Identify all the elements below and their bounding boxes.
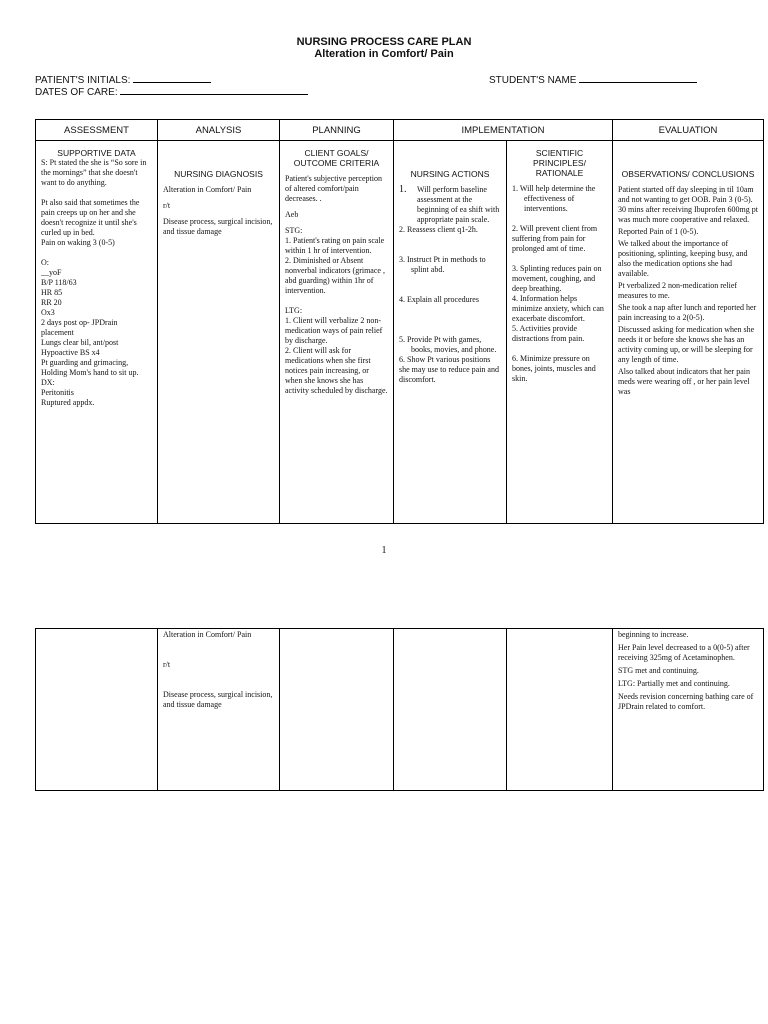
evaluation-note: LTG: Partially met and continuing. — [618, 679, 730, 688]
ltg-item: 1. Client will verbalize 2 non-medication ways of pain relief by discharge. — [285, 316, 383, 345]
dates-of-care-label: DATES OF CARE: — [35, 87, 118, 98]
care-plan-table-page2 — [35, 628, 764, 791]
evaluation-note: Also talked about indicators that her pain meds were wearing off , or her pain level was — [618, 367, 750, 396]
stg-label: STG: — [285, 226, 303, 235]
action-5: 5. Provide Pt with games, books, movies, and phone. — [399, 335, 497, 354]
analysis-cell-continued — [158, 629, 280, 791]
action-2: 2. Reassess client q1-2h. — [399, 225, 478, 234]
objective-line: Lungs clear bil, ant/post — [41, 338, 119, 347]
subheader-rationale: SCIENTIFIC PRINCIPLES/ RATIONALE — [533, 148, 586, 178]
stg-item: 2. Diminished or Absent nonverbal indicators (grimace , abd guarding) within 1hr of intervention. — [285, 256, 385, 295]
col-planning: PLANNING — [280, 120, 394, 141]
evaluation-cell — [613, 141, 764, 524]
rationale-cell-continued — [507, 629, 613, 791]
col-evaluation: EVALUATION — [613, 120, 764, 141]
rationale-4: 4. Information helps minimize anxiety, which can exacerbate discomfort. — [512, 294, 604, 323]
assessment-cell-continued — [36, 629, 158, 791]
subheader-observations: OBSERVATIONS/ CONCLUSIONS — [621, 169, 755, 179]
evaluation-note: STG met and continuing. — [618, 666, 699, 675]
evaluation-note: beginning to increase. — [618, 630, 689, 639]
evaluation-note: She took a nap after lunch and reported her pain increasing to a 2(0-5). — [618, 303, 757, 322]
subheader-nursing-actions: NURSING ACTIONS — [410, 169, 490, 179]
subheader-supportive-data: SUPPORTIVE DATA — [57, 148, 136, 158]
evaluation-note: We talked about the importance of positioning, splinting, keeping busy, and also the medication options she had available. — [618, 239, 748, 278]
rationale-cell — [507, 141, 613, 524]
action-6: 6. Show Pt various positions she may use to reduce pain and discomfort. — [399, 355, 499, 384]
rationale-1: 1. Will help determine the effectiveness of interventions. — [512, 184, 596, 213]
care-plan-row — [36, 141, 764, 524]
action-1-number: 1. — [399, 184, 407, 195]
objective-line: __yoF — [41, 268, 62, 277]
nursing-actions-cell-continued — [394, 629, 507, 791]
objective-line: DX: — [41, 378, 55, 387]
objective-line: RR 20 — [41, 298, 62, 307]
objective-line: HR 85 — [41, 288, 63, 297]
subjective-data-2: Pt also said that sometimes the pain creeps up on her and she doesn't recognize it until she's curled up in bed. — [41, 198, 140, 237]
action-3: 3. Instruct Pt in methods to splint abd. — [399, 255, 486, 274]
planning-cell-continued — [280, 629, 394, 791]
rationale-2: 2. Will prevent client from suffering from pain for prolonged amt of time. — [512, 224, 598, 253]
evaluation-note: Needs revision concerning bathing care of JPDrain related to comfort. — [618, 692, 754, 711]
evaluation-note: Discussed asking for medication when she needs it or before she knows she has an activity coming up, or will be sleeping for any length of time. — [618, 325, 755, 364]
nursing-diagnosis: Alteration in Comfort/ Pain — [163, 185, 252, 194]
diagnosis-cause: Disease process, surgical incision, and tissue damage — [163, 217, 273, 236]
nursing-actions-cell — [394, 141, 507, 524]
assessment-cell — [36, 141, 158, 524]
evaluation-note: Patient started off day sleeping in til 10am and not wanting to get OOB. Pain 3 (0-5). 30 mins after receiving Ibuprofen 600mg pt was much more cooperative and relaxed. — [618, 185, 758, 224]
evaluation-note: Her Pain level decreased to a 0(0-5) after receiving 325mg of Acetaminophen. — [618, 643, 750, 662]
nursing-diagnosis: Alteration in Comfort/ Pain — [163, 630, 252, 639]
column-header-row — [36, 120, 764, 141]
dates-of-care-blank — [120, 85, 308, 95]
objective-line: 2 days post op- JPDrain placement — [41, 318, 118, 337]
aeb-label: Aeb — [285, 210, 299, 219]
objective-line: Ox3 — [41, 308, 55, 317]
col-analysis: ANALYSIS — [158, 120, 280, 141]
student-name-label: STUDENT'S NAME — [489, 75, 577, 86]
document-subtitle: Alteration in Comfort/ Pain — [314, 48, 454, 60]
objective-line: Peritonitis — [41, 388, 74, 397]
evaluation-note: Pt verbalized 2 non-medication relief measures to me. — [618, 281, 738, 300]
ltg-item: 2. Client will ask for medications when she first notices pain increasing, or when she knows she has activity scheduled by discharge. — [285, 346, 388, 395]
client-goal: Patient's subjective perception of altered comfort/pain decreases. . — [285, 174, 382, 203]
objective-label: O: — [41, 258, 49, 267]
evaluation-cell-continued — [613, 629, 764, 791]
planning-cell — [280, 141, 394, 524]
document-title: NURSING PROCESS CARE PLAN — [296, 36, 472, 48]
subheader-nursing-diagnosis: NURSING DIAGNOSIS — [174, 169, 263, 179]
action-1-text: Will perform baseline assessment at the beginning of ea shift with appropriate pain scale. — [417, 185, 500, 224]
related-to: r/t — [163, 660, 171, 669]
action-1 — [399, 185, 501, 225]
patient-initials-label: PATIENT'S INITIALS: — [35, 75, 131, 86]
dates-of-care-field — [35, 85, 308, 99]
subheader-client-goals: CLIENT GOALS/ OUTCOME CRITERIA — [293, 148, 380, 168]
subjective-data-3: Pain on waking 3 (0-5) — [41, 238, 115, 247]
objective-line: Pt guarding and grimacing, Holding Mom's hand to sit up. — [41, 358, 139, 377]
analysis-cell — [158, 141, 280, 524]
rationale-3: 3. Splinting reduces pain on movement, coughing, and deep breathing. — [512, 264, 602, 293]
stg-item: 1. Patient's rating on pain scale within 1 hr of intervention. — [285, 236, 385, 255]
evaluation-note: Reported Pain of 1 (0-5). — [618, 227, 699, 236]
page-number: 1 — [381, 545, 387, 556]
rationale-5: 5. Activities provide distractions from pain. — [512, 324, 585, 343]
action-4: 4. Explain all procedures — [399, 295, 479, 304]
objective-line: Ruptured appdx. — [41, 398, 95, 407]
subjective-data-1: S: Pt stated the she is “So sore in the mornings” that she doesn't want to do anything. — [41, 158, 147, 187]
student-name-field — [489, 73, 697, 87]
patient-initials-blank — [133, 73, 211, 83]
ltg-label: LTG: — [285, 306, 303, 315]
col-assessment: ASSESSMENT — [36, 120, 158, 141]
diagnosis-cause: Disease process, surgical incision, and tissue damage — [163, 690, 273, 709]
related-to: r/t — [163, 201, 171, 210]
objective-line: B/P 118/63 — [41, 278, 77, 287]
care-plan-row-continued — [36, 629, 764, 791]
care-plan-table-page1 — [35, 119, 764, 524]
col-implementation: IMPLEMENTATION — [394, 120, 613, 141]
rationale-6: 6. Minimize pressure on bones, joints, muscles and skin. — [512, 354, 596, 383]
student-name-blank — [579, 73, 697, 83]
objective-line: Hypoactive BS x4 — [41, 348, 100, 357]
